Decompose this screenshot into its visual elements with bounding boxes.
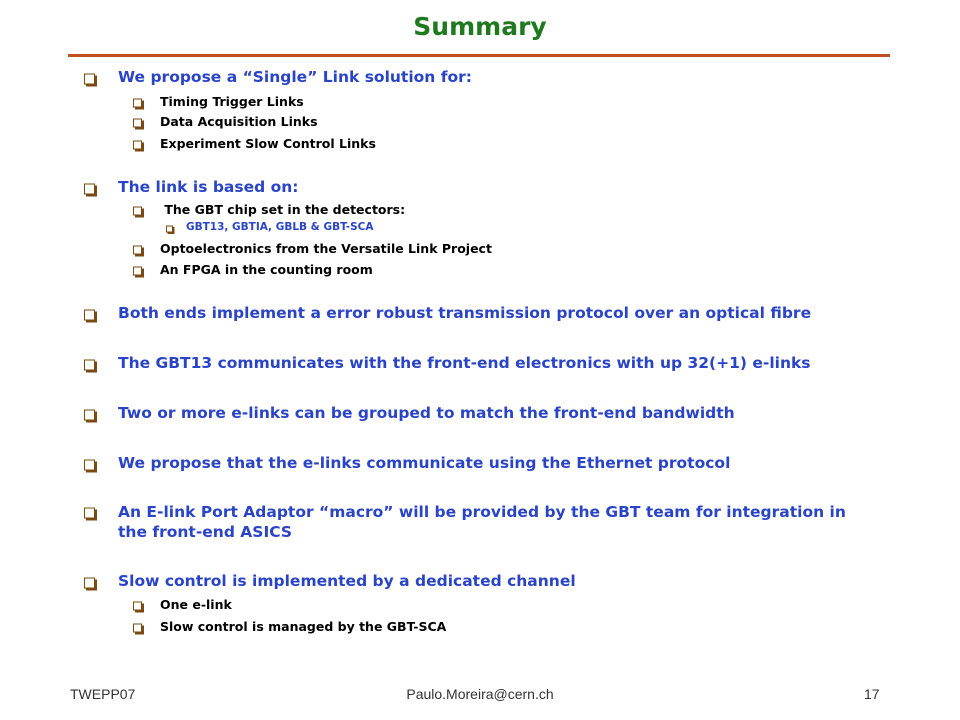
checkbox-bullet-icon bbox=[84, 360, 95, 371]
checkbox-bullet-icon bbox=[84, 184, 95, 195]
checkbox-bullet-icon bbox=[84, 508, 95, 519]
bullet-text: Slow control is managed by the GBT-SCA bbox=[160, 619, 447, 634]
checkbox-bullet-icon bbox=[84, 410, 95, 421]
title-divider bbox=[68, 54, 890, 57]
bullet-text: An FPGA in the counting room bbox=[160, 262, 373, 277]
checkbox-bullet-icon bbox=[84, 310, 95, 321]
bullet-text: We propose that the e-links communicate using the Ethernet protocol bbox=[118, 454, 731, 472]
checkbox-bullet-icon bbox=[133, 207, 142, 216]
bullet-text: Two or more e-links can be grouped to match the front-end bandwidth bbox=[118, 404, 735, 422]
bullet-text: Experiment Slow Control Links bbox=[160, 136, 376, 151]
checkbox-bullet-icon bbox=[133, 99, 142, 108]
bullet-text: Optoelectronics from the Versatile Link Project bbox=[160, 241, 492, 256]
checkbox-bullet-icon bbox=[133, 267, 142, 276]
checkbox-bullet-icon bbox=[133, 246, 142, 255]
bullet-text: Both ends implement a error robust transmission protocol over an optical fibre bbox=[118, 304, 812, 322]
checkbox-bullet-icon bbox=[84, 578, 95, 589]
checkbox-bullet-icon bbox=[166, 225, 173, 232]
bullet-text: An E-link Port Adaptor “macro” will be provided by the GBT team for integration in the front-end ASICS bbox=[118, 503, 846, 541]
bullet-text: Slow control is implemented by a dedicated channel bbox=[118, 572, 576, 590]
checkbox-bullet-icon bbox=[133, 141, 142, 150]
checkbox-bullet-icon bbox=[84, 460, 95, 471]
checkbox-bullet-icon bbox=[133, 602, 142, 611]
bullet-text: We propose a “Single” Link solution for: bbox=[118, 68, 472, 86]
slide-title: Summary bbox=[413, 12, 547, 41]
checkbox-bullet-icon bbox=[84, 74, 95, 85]
bullet-text: Timing Trigger Links bbox=[160, 94, 304, 109]
bullet-text: GBT13, GBTIA, GBLB & GBT-SCA bbox=[186, 221, 374, 233]
bullet-text: The GBT chip set in the detectors: bbox=[160, 202, 406, 217]
footer-email: Paulo.Moreira@cern.ch bbox=[406, 686, 554, 702]
checkbox-bullet-icon bbox=[133, 119, 142, 128]
bullet-text: Data Acquisition Links bbox=[160, 114, 318, 129]
footer-conference: TWEPP07 bbox=[70, 686, 136, 702]
bullet-text: The link is based on: bbox=[118, 178, 299, 196]
page-number: 17 bbox=[864, 686, 880, 702]
bullet-text: The GBT13 communicates with the front-end electronics with up 32(+1) e-links bbox=[118, 354, 811, 372]
bullet-text: One e-link bbox=[160, 597, 232, 612]
checkbox-bullet-icon bbox=[133, 624, 142, 633]
